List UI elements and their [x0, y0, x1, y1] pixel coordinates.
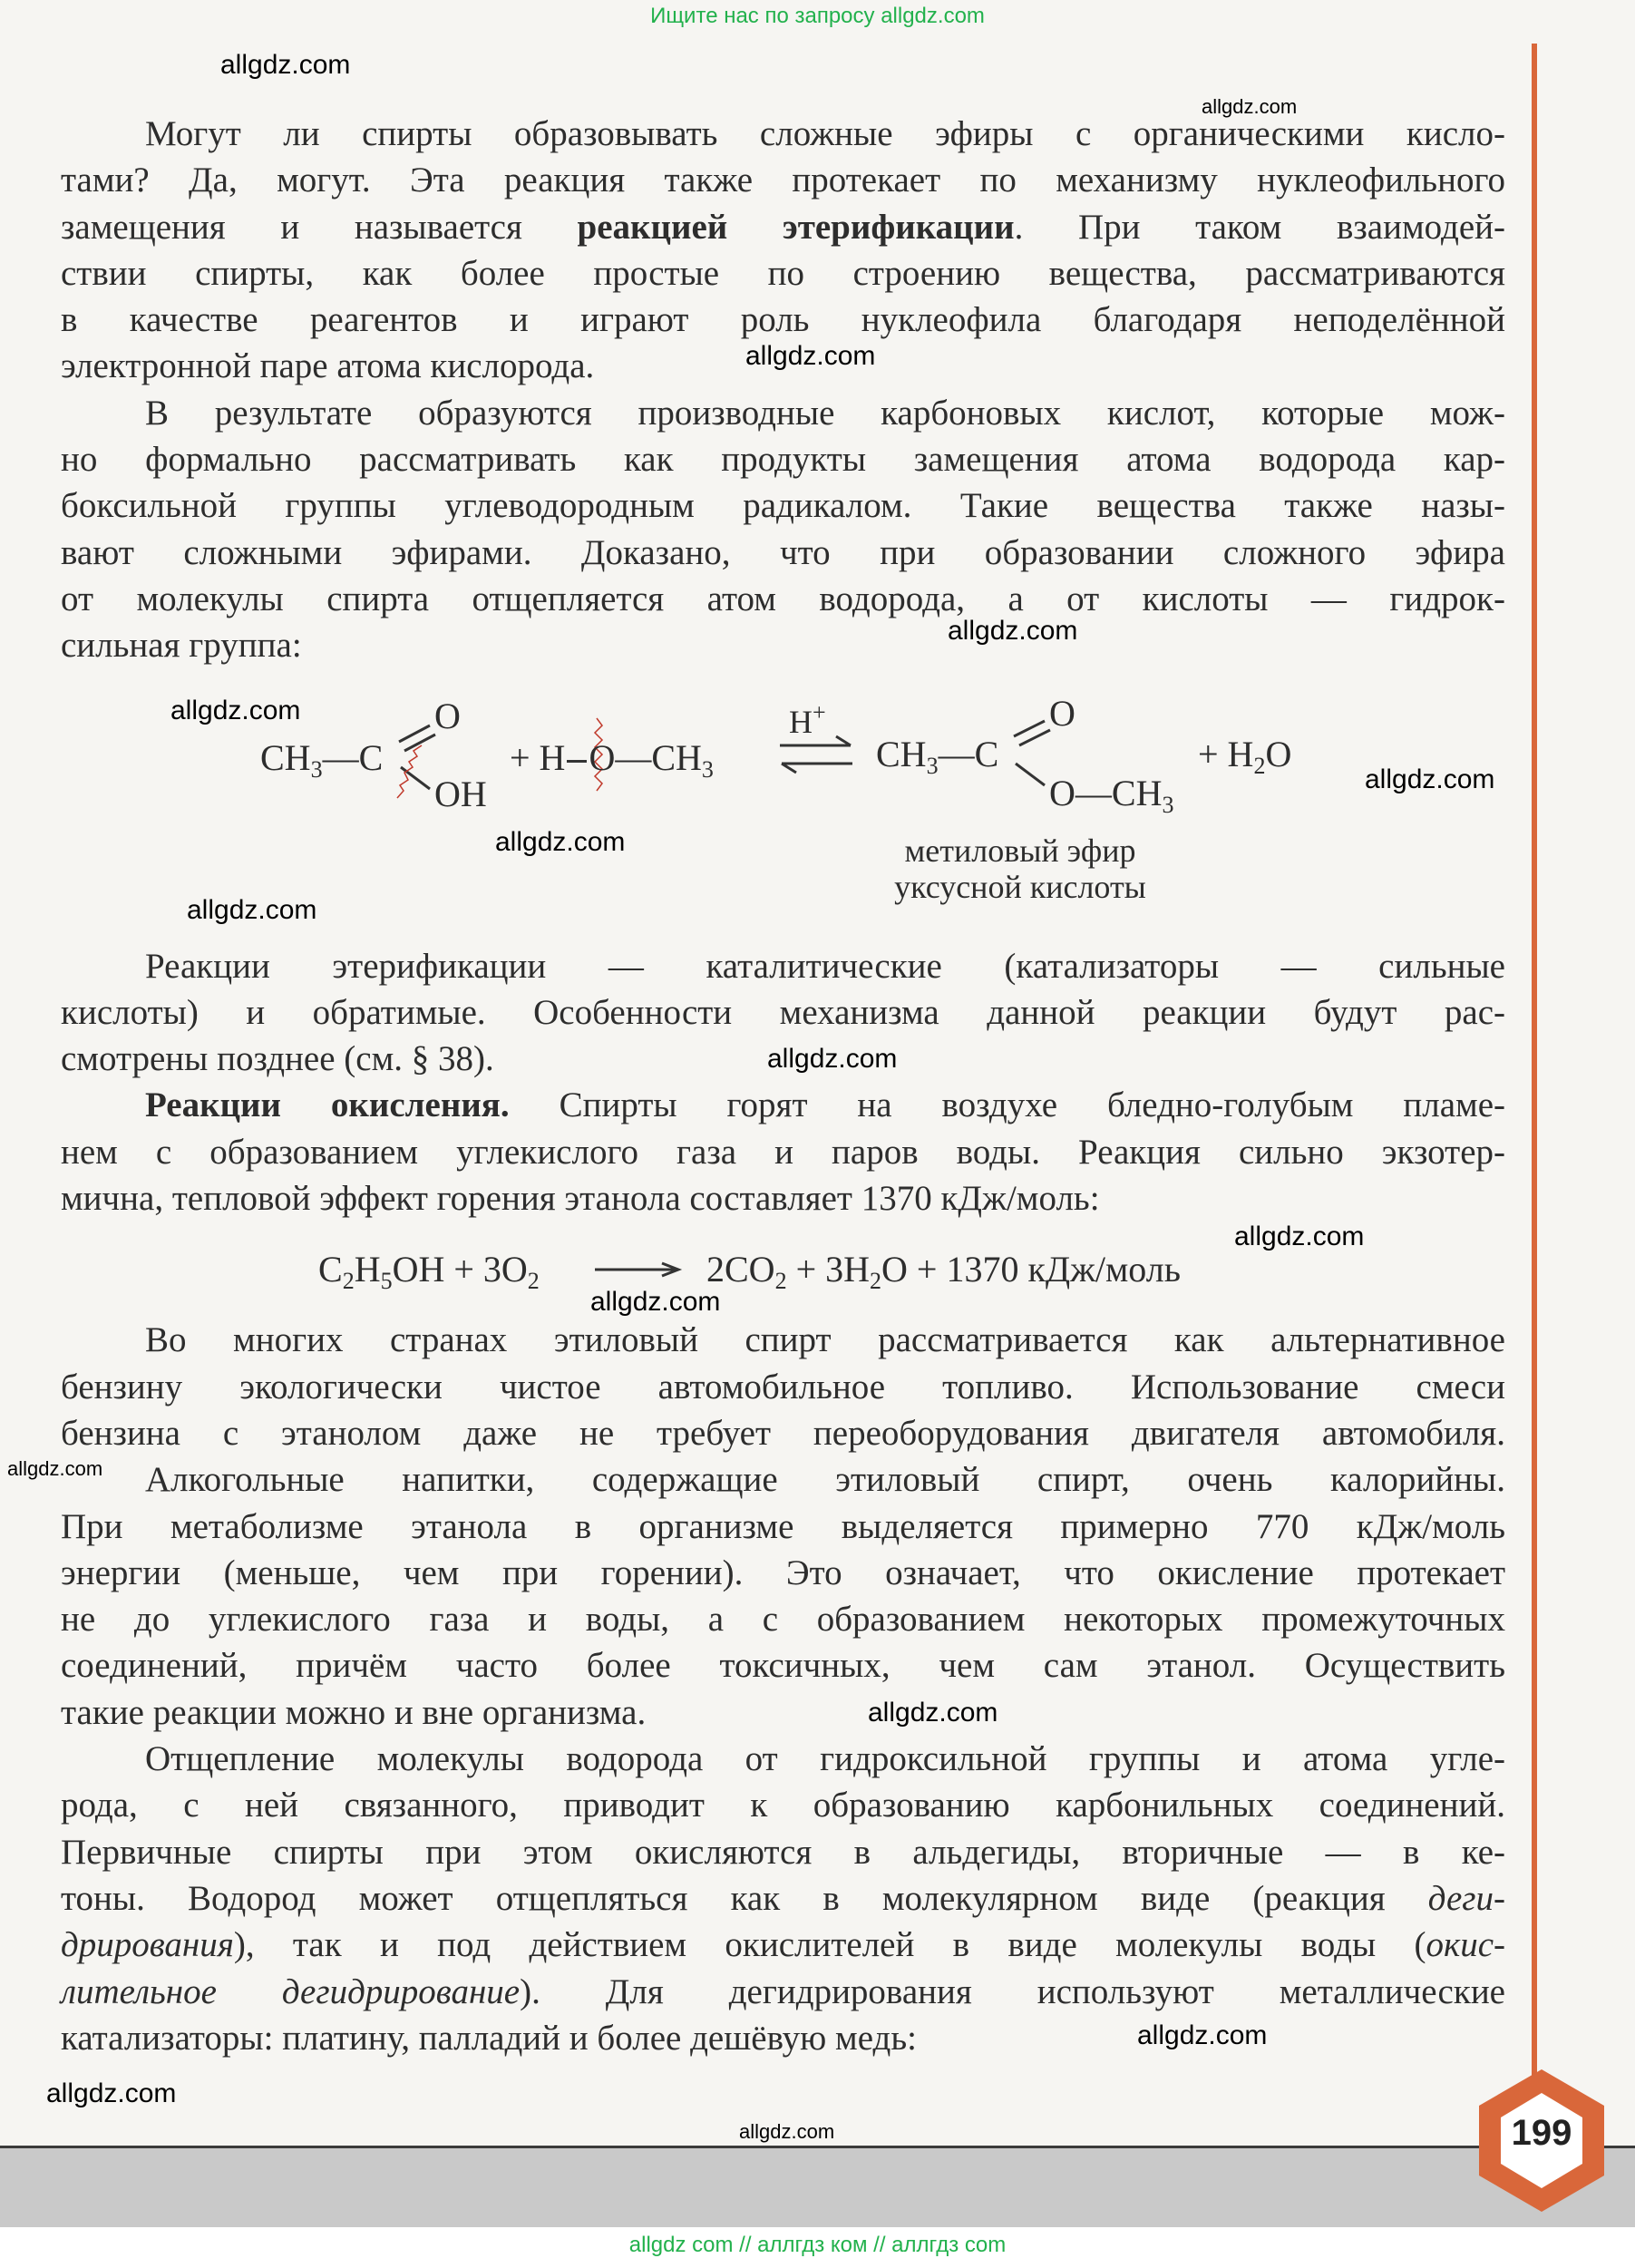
text-run: ствии спирты, как более простые по строению вещества, рассматриваются [61, 253, 1505, 293]
footer-watermark: allgdz com // аллгдз ком // аллгдз com [628, 2233, 1007, 2257]
text-line [61, 1082, 1505, 1128]
text-line [61, 1689, 1505, 1736]
text-run: замещения и называется [61, 207, 578, 247]
text-run: энергии (меньше, чем при горении). Это означает, что окисление протекает [61, 1553, 1505, 1592]
watermark: allgdz.com [739, 2120, 835, 2143]
watermark: allgdz.com [46, 2078, 177, 2108]
italic-term: окис- [1426, 1925, 1505, 1965]
watermark: allgdz.com [1234, 1222, 1365, 1251]
ester-carbonyl-o: O [1049, 693, 1075, 734]
text-line [61, 1875, 1505, 1922]
bold-term: реакцией этерификации [577, 207, 1015, 247]
text-line [61, 943, 1505, 989]
text-line [61, 1969, 1505, 2015]
italic-term: дрирования [61, 1925, 234, 1965]
text-run: Реакции этерификации — каталитические (катализаторы — сильные [145, 946, 1505, 986]
text-run: бензину экологически чистое автомобильное топливо. Использование смеси [61, 1367, 1505, 1407]
text-run: соединений, причём часто более токсичных, чем сам этанол. Осуществить [61, 1646, 1505, 1686]
text-run: тами? Да, могут. Эта реакция также протекает по механизму нуклеофильного [61, 161, 1505, 200]
acid-oh: OH [434, 774, 487, 814]
text-line [61, 1504, 1505, 1550]
text-run: боксильной группы углеводородным радикалом. Такие вещества также назы- [61, 486, 1505, 526]
text-run: мична, тепловой эффект горения этанола составляет 1370 кДж/моль: [61, 1179, 1100, 1219]
bold-term: Реакции окисления. [145, 1085, 510, 1125]
text-run: нем с образованием углекислого газа и паров воды. Реакция сильно экзотер- [61, 1132, 1505, 1172]
text-line [61, 1550, 1505, 1596]
text-run: тоны. Водород может отщепляться как в молекулярном виде (реакция [61, 1878, 1428, 1918]
watermark: allgdz.com [745, 341, 876, 371]
water: + $H_2O$ [1198, 734, 1292, 779]
text-line [61, 1736, 1505, 1782]
text-run: в качестве реагентов и играют роль нуклеофила благодаря неподелённой [61, 300, 1505, 340]
paragraph [61, 1317, 1505, 1456]
text-line [61, 1129, 1505, 1175]
combustion-reactants: $C_2H_5OH + 3O_2$ [318, 1249, 540, 1294]
paragraph [61, 1082, 1505, 1222]
text-run: рода, с ней связанного, приводит к образованию карбонильных соединений. [61, 1786, 1505, 1825]
watermark: allgdz.com [767, 1044, 898, 1074]
page-number: 199 [1511, 2113, 1572, 2153]
caption-line: уксусной кислоты [894, 869, 1146, 905]
text-run: ). Для дегидрирования используют металлические [520, 1971, 1505, 2011]
text-run: от молекулы спирта отщепляется атом водорода, а от кислоты — гидрок- [61, 579, 1505, 618]
text-line [61, 2015, 1505, 2061]
ester-ch3c: $CH_3—C$ [876, 734, 999, 779]
text-line [61, 1364, 1505, 1410]
text-line [61, 1642, 1505, 1689]
watermark: allgdz.com [868, 1698, 998, 1728]
text-run: смотрены позднее (см. § 38). [61, 1039, 494, 1079]
watermark: allgdz.com [590, 1287, 721, 1317]
watermark: allgdz.com [948, 616, 1078, 646]
ester-caption [839, 832, 1202, 905]
text-run: Могут ли спирты образовывать сложные эфиры с органическими кисло- [145, 114, 1505, 153]
italic-term: деги- [1427, 1878, 1505, 1918]
text-run: но формально рассматривать как продукты замещения атома водорода кар- [61, 440, 1505, 480]
arrow-icon [0, 1261, 725, 1279]
text-run: ), так и под действием окислителей в виде молекулы воды ( [233, 1925, 1426, 1965]
watermark: allgdz.com [7, 1457, 103, 1480]
text-run: не до углекислого газа и воды, а с образованием некоторых промежуточных [61, 1600, 1505, 1640]
text-run: Отщепление молекулы водорода от гидроксильной группы и атома угле- [145, 1739, 1505, 1779]
text-line [61, 1596, 1505, 1642]
catalyst-label: H+ [789, 699, 826, 740]
text-run: Первичные спирты при этом окисляются в альдегиды, вторичные — в ке- [61, 1832, 1505, 1872]
text-line [61, 1317, 1505, 1363]
methanol: + H $O—CH_3$ [510, 737, 714, 783]
text-run: Во многих странах этиловый спирт рассматривается как альтернативное [145, 1320, 1505, 1360]
watermark: allgdz.com [187, 895, 317, 925]
text-line [61, 1456, 1505, 1503]
bottom-gray-band [0, 2146, 1635, 2227]
text-run: электронной паре атома кислорода. [61, 346, 595, 386]
text-run: . При таком взаимодей- [1014, 207, 1506, 247]
acid-carbonyl-o: O [434, 696, 461, 736]
text-run: катализаторы: платину, палладий и более дешёвую медь: [61, 2018, 917, 2058]
text-run: Алкогольные напитки, содержащие этиловый спирт, очень калорийны. [145, 1460, 1505, 1500]
paragraph [61, 1736, 1505, 2061]
text-run: вают сложными эфирами. Доказано, что при образовании сложного эфира [61, 532, 1505, 572]
paragraph [61, 1456, 1505, 1736]
text-run: При метаболизме этанола в организме выделяется примерно 770 кДж/моль [61, 1506, 1505, 1546]
text-run: бензина с этанолом даже не требует переоборудования двигателя автомобиля. [61, 1413, 1505, 1453]
watermark: allgdz.com [170, 696, 301, 725]
caption-line: метиловый эфир [904, 832, 1136, 869]
top-banner: Ищите нас по запросу allgdz.com [650, 4, 985, 28]
text-line [61, 1175, 1505, 1222]
text-line [61, 1410, 1505, 1456]
text-line [61, 989, 1505, 1036]
text-run: кислоты) и обратимые. Особенности механизма данной реакции будут рас- [61, 992, 1505, 1032]
text-line [61, 1782, 1505, 1828]
text-run: Спирты горят на воздухе бледно-голубым пламе- [509, 1085, 1506, 1125]
watermark: allgdz.com [220, 50, 351, 80]
text-line [61, 1922, 1505, 1968]
watermark: allgdz.com [1137, 2020, 1268, 2050]
text-run: сильная группа: [61, 626, 302, 666]
ester-och3: $O—CH_3$ [1049, 773, 1174, 818]
watermark: allgdz.com [1365, 764, 1495, 794]
text-run: В результате образуются производные карбоновых кислот, которые мож- [145, 393, 1505, 433]
text-line [61, 1829, 1505, 1875]
acetic-acid-ch3c: $CH_3—C$ [260, 737, 384, 783]
text-run: такие реакции можно и вне организма. [61, 1692, 647, 1732]
combustion-products: $2CO_2 + 3H_2O + 1370$ кДж/моль [706, 1249, 1181, 1294]
watermark: allgdz.com [495, 827, 626, 857]
italic-term: лительное дегидрирование [61, 1971, 521, 2011]
watermark: allgdz.com [1202, 95, 1298, 118]
